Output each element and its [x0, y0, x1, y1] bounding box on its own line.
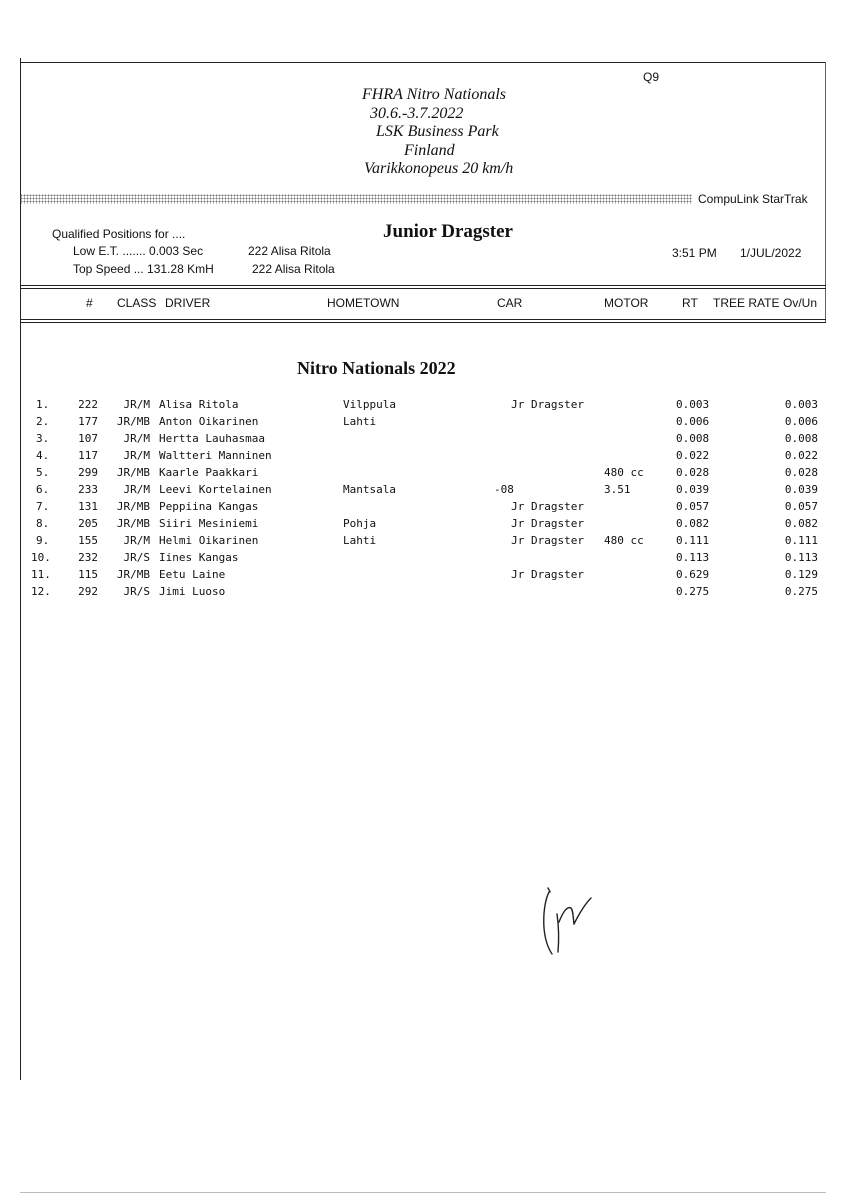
cell-driver: Eetu Laine: [159, 568, 226, 581]
header-rule: [20, 319, 826, 320]
low-et-holder: 222 Alisa Ritola: [248, 244, 331, 258]
cell-car-number: 155: [78, 534, 98, 547]
table-row: [0, 551, 848, 568]
cell-car: Jr Dragster: [511, 500, 584, 513]
col-header-car: CAR: [497, 296, 523, 310]
cell-position: 4.: [36, 449, 50, 462]
cell-rt: 0.113: [676, 551, 710, 564]
cell-rt: 0.008: [676, 432, 710, 445]
cell-rt: 0.039: [676, 483, 710, 496]
col-header-class: CLASS: [117, 296, 157, 310]
page-frame-right: [825, 62, 826, 322]
table-row: [0, 483, 848, 500]
cell-position: 12.: [31, 585, 51, 598]
cell-driver: Iines Kangas: [159, 551, 239, 564]
event-name: FHRA Nitro Nationals: [362, 86, 507, 103]
cell-car-number: 205: [78, 517, 98, 530]
col-header-tree-rate: TREE RATE: [713, 296, 780, 310]
cell-position: 10.: [31, 551, 51, 564]
cell-rt: 0.003: [676, 398, 710, 411]
cell-driver: Helmi Oikarinen: [159, 534, 259, 547]
low-et-label: Low E.T. ....... 0.003 Sec: [73, 244, 204, 258]
report-time: 3:51 PM: [672, 246, 717, 260]
cell-class: JR/MB: [116, 415, 150, 428]
cell-rt: 0.082: [676, 517, 710, 530]
table-row: [0, 585, 848, 602]
col-header-rt: RT: [682, 296, 698, 310]
table-row: [0, 517, 848, 534]
col-header-ov-un: Ov/Un: [783, 296, 818, 310]
q-code: Q9: [643, 70, 660, 84]
brand-label: CompuLink StarTrak: [698, 192, 808, 206]
table-row: [0, 449, 848, 466]
cell-class: JR/M: [123, 398, 150, 411]
cell-car-number: 232: [78, 551, 98, 564]
page-bottom-edge: [20, 1192, 826, 1193]
cell-ov-un: 0.111: [784, 534, 818, 547]
cell-car-number: 299: [78, 466, 98, 479]
report-date: 1/JUL/2022: [740, 246, 802, 260]
event-dates: 30.6.-3.7.2022: [370, 104, 464, 122]
cell-driver: Anton Oikarinen: [159, 415, 259, 428]
handwritten-signature: [535, 884, 615, 964]
cell-hometown: Lahti: [343, 534, 377, 547]
event-venue: LSK Business Park: [376, 123, 499, 140]
table-row: [0, 432, 848, 449]
cell-car-number: 177: [78, 415, 98, 428]
cell-class: JR/M: [123, 449, 150, 462]
cell-class: JR/MB: [116, 568, 150, 581]
cell-car: Jr Dragster: [511, 517, 584, 530]
top-speed-holder: 222 Alisa Ritola: [252, 262, 335, 276]
header-rule: [20, 288, 826, 289]
cell-ov-un: 0.113: [784, 551, 818, 564]
class-title: Junior Dragster: [383, 221, 513, 242]
table-row: [0, 568, 848, 585]
table-row: [0, 466, 848, 483]
cell-rt: 0.629: [676, 568, 710, 581]
cell-ov-un: 0.028: [784, 466, 818, 479]
cell-hometown: Mantsala: [343, 483, 396, 496]
cell-ov-un: 0.082: [784, 517, 818, 530]
cell-class: JR/M: [123, 534, 150, 547]
col-header-num: #: [86, 296, 93, 310]
cell-position: 9.: [36, 534, 50, 547]
cell-class: JR/MB: [116, 500, 150, 513]
cell-rt: 0.275: [676, 585, 710, 598]
cell-position: 1.: [36, 398, 50, 411]
top-speed-label: Top Speed ... 131.28 KmH: [73, 262, 214, 276]
cell-motor: 480 cc: [604, 466, 644, 479]
cell-car: Jr Dragster: [511, 568, 584, 581]
cell-motor: 3.51: [604, 483, 631, 496]
cell-car-number: 117: [78, 449, 98, 462]
cell-class: JR/MB: [116, 466, 150, 479]
cell-car: -08: [494, 483, 514, 496]
cell-ov-un: 0.057: [784, 500, 818, 513]
cell-car-number: 131: [78, 500, 98, 513]
col-header-driver: DRIVER: [165, 296, 211, 310]
header-rule: [20, 285, 826, 286]
event-pit-speed: Varikkonopeus 20 km/h: [364, 160, 514, 177]
cell-hometown: Vilppula: [343, 398, 396, 411]
event-country: Finland: [404, 141, 455, 159]
cell-car: Jr Dragster: [511, 398, 584, 411]
cell-car-number: 233: [78, 483, 98, 496]
col-header-motor: MOTOR: [604, 296, 649, 310]
cell-ov-un: 0.275: [784, 585, 818, 598]
cell-car-number: 222: [78, 398, 98, 411]
cell-ov-un: 0.022: [784, 449, 818, 462]
page-frame-top: [20, 62, 826, 63]
section-title: Nitro Nationals 2022: [297, 358, 456, 378]
cell-ov-un: 0.003: [784, 398, 818, 411]
cell-ov-un: 0.039: [784, 483, 818, 496]
cell-driver: Waltteri Manninen: [159, 449, 272, 462]
cell-position: 7.: [36, 500, 50, 513]
cell-hometown: Pohja: [343, 517, 377, 530]
cell-car-number: 115: [78, 568, 98, 581]
cell-driver: Alisa Ritola: [159, 398, 239, 411]
cell-rt: 0.006: [676, 415, 710, 428]
header-rule: [20, 322, 826, 323]
cell-rt: 0.057: [676, 500, 710, 513]
cell-position: 11.: [31, 568, 51, 581]
dotted-separator: [20, 194, 692, 204]
cell-position: 5.: [36, 466, 50, 479]
cell-driver: Leevi Kortelainen: [159, 483, 272, 496]
cell-position: 3.: [36, 432, 50, 445]
table-row: [0, 500, 848, 517]
cell-rt: 0.022: [676, 449, 710, 462]
cell-class: JR/S: [123, 585, 150, 598]
cell-rt: 0.111: [676, 534, 710, 547]
cell-position: 2.: [36, 415, 50, 428]
cell-driver: Siiri Mesiniemi: [159, 517, 259, 530]
cell-driver: Kaarle Paakkari: [159, 466, 259, 479]
qualified-positions-label: Qualified Positions for ....: [52, 227, 186, 241]
cell-position: 6.: [36, 483, 50, 496]
cell-ov-un: 0.129: [784, 568, 818, 581]
cell-car: Jr Dragster: [511, 534, 584, 547]
event-info: [330, 86, 550, 179]
cell-driver: Peppiina Kangas: [159, 500, 259, 513]
cell-motor: 480 cc: [604, 534, 644, 547]
cell-class: JR/M: [123, 483, 150, 496]
cell-rt: 0.028: [676, 466, 710, 479]
cell-position: 8.: [36, 517, 50, 530]
table-row: [0, 398, 848, 415]
cell-car-number: 107: [78, 432, 98, 445]
cell-ov-un: 0.008: [784, 432, 818, 445]
table-row: [0, 534, 848, 551]
cell-class: JR/S: [123, 551, 150, 564]
cell-driver: Jimi Luoso: [159, 585, 226, 598]
cell-class: JR/M: [123, 432, 150, 445]
cell-car-number: 292: [78, 585, 98, 598]
table-row: [0, 415, 848, 432]
col-header-hometown: HOMETOWN: [327, 296, 400, 310]
cell-class: JR/MB: [116, 517, 150, 530]
cell-driver: Hertta Lauhasmaa: [159, 432, 265, 445]
cell-hometown: Lahti: [343, 415, 377, 428]
cell-ov-un: 0.006: [784, 415, 818, 428]
